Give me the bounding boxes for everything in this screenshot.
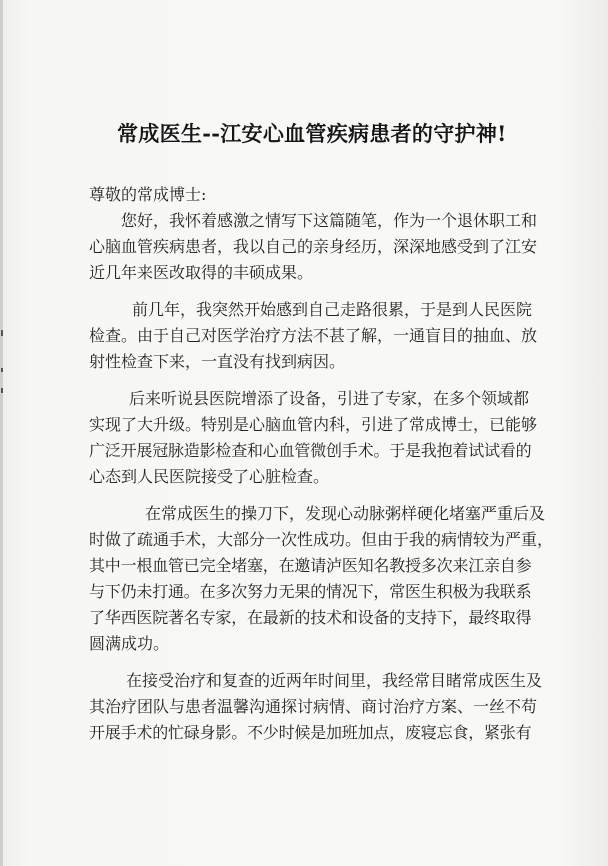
paragraph-4-line-1: 在常成医生的操刀下，发现心动脉粥样硬化堵塞严重后及 (145, 504, 546, 523)
letter-title: 常成医生--江安心血管疾病患者的守护神! (117, 121, 507, 146)
paragraph-4-line-6: 圆满成功。 (89, 634, 170, 653)
paragraph-3-line-1: 后来听说县医院增添了设备，引进了专家，在多个领域都 (129, 389, 530, 408)
scan-artifact (1, 368, 3, 372)
paragraph-4-line-5: 了华西医院著名专家，在最新的技术和设备的支持下，最终取得 (89, 608, 532, 627)
scan-artifact (1, 388, 3, 393)
paragraph-2-line-3: 射性检查下来，一直没有找到病因。 (89, 352, 346, 371)
letter-body (89, 182, 561, 746)
paragraph-2-line-2: 检查。由于自己对医学治疗方法不甚了解，一通盲目的抽血、放 (89, 326, 538, 345)
salutation: 尊敬的常成博士: (89, 185, 207, 204)
paragraph-5-line-2: 其治疗团队与患者温馨沟通探讨病情、商讨治疗方案、一丝不苟 (89, 697, 538, 716)
paragraph-1-line-2: 心脑血管疾病患者，我以自己的亲身经历，深深地感受到了江安 (89, 237, 538, 256)
paragraph-2-line-1: 前几年，我突然开始感到自己走路很累，于是到人民医院 (132, 300, 533, 319)
paragraph-3-line-4: 心态到人民医院接受了心脏检查。 (89, 467, 330, 486)
paragraph-4-line-2: 时做了疏通手术，大部分一次性成功。但由于我的病情较为严重， (89, 530, 554, 549)
paragraph-1-line-3: 近几年来医改取得的丰硕成果。 (89, 263, 314, 282)
paragraph-3-line-2: 实现了大升级。特别是心脑血管内科，引进了常成博士，已能够 (89, 415, 538, 434)
paragraph-1-line-1: 您好，我怀着感激之情写下这篇随笔，作为一个退休职工和 (121, 211, 538, 230)
scan-artifact (1, 330, 3, 336)
page-edge (0, 0, 3, 866)
paragraph-4-line-4: 与下仍未打通。在多次努力无果的情况下，常医生积极为我联系 (89, 582, 532, 601)
paragraph-3-line-3: 广泛开展冠脉造影检查和心血管微创手术。于是我抱着试试看的 (89, 441, 532, 460)
paragraph-5-line-1: 在接受治疗和复查的近两年时间里，我经常目睹常成医生及 (126, 671, 543, 690)
paragraph-4-line-3: 其中一根血管已完全堵塞，在邀请泸医知名教授多次来江亲自参 (89, 556, 532, 575)
paragraph-5-line-3: 开展手术的忙碌身影。不少时候是加班加点，废寝忘食，紧张有 (89, 723, 532, 742)
